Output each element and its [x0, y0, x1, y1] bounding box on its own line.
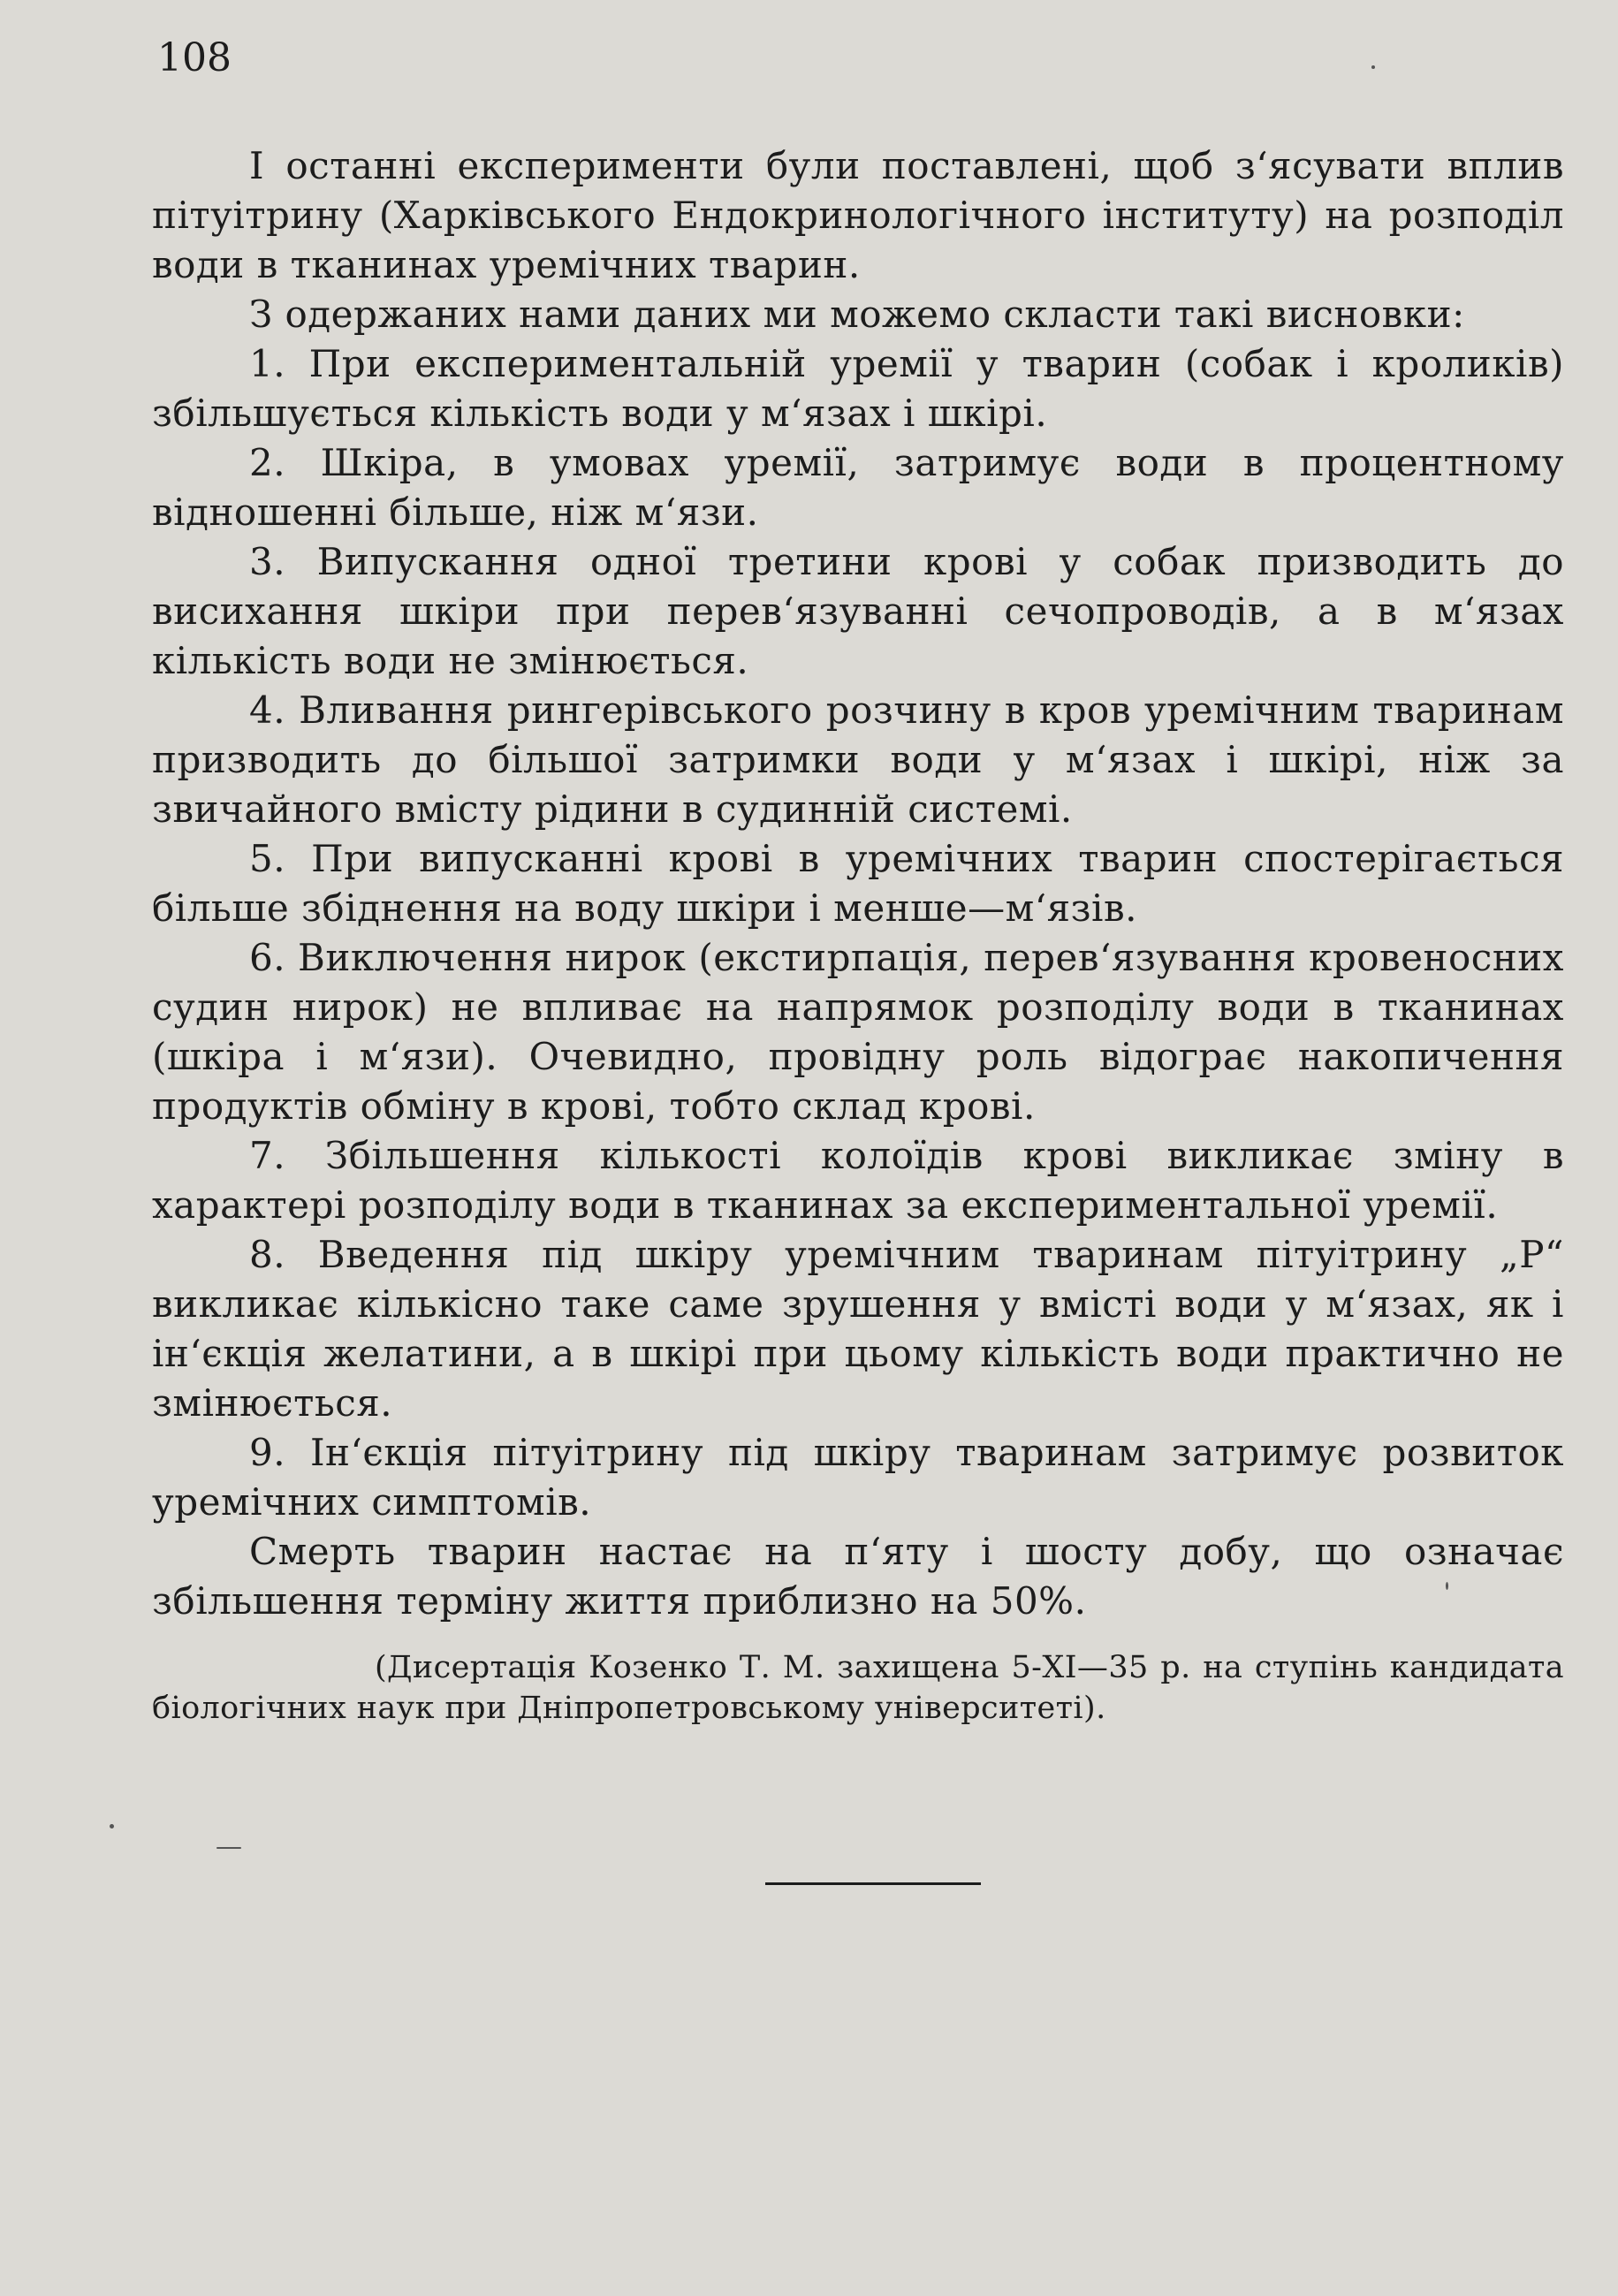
conclusion-item-1: 1. При експериментальній уремії у тварин (собак і кроликів) збільшується кількість води у м‘язах і шкірі.	[152, 342, 1564, 435]
paragraph-closing: Смерть тварин настає на п‘яту і шосту добу, що означає збільшення терміну життя приблизно на 50%.	[152, 1530, 1564, 1623]
body-text	[152, 141, 1564, 1626]
paper-speck	[1446, 1582, 1448, 1590]
conclusion-item-6: 6. Виключення нирок (екстирпація, перев‘язування кровеносних судин нирок) не впливає на напрямок розподілу води в тканинах (шкіра і м‘язи). Очевидно, провідну роль відограє накопичення продуктів обміну в крові, тобто склад крові.	[152, 936, 1564, 1128]
conclusion-item-3: 3. Випускання одної третини крові у собак призводить до висихання шкіри при перев‘язуванні сечопроводів, а в м‘язах кількість води не змінюється.	[152, 540, 1564, 682]
paragraph-conclusions-lead: З одержаних нами даних ми можемо скласти такі висновки:	[249, 293, 1465, 336]
conclusion-item-2: 2. Шкіра, в умовах уремії, затримує води в процентному відношенні більше, ніж м‘язи.	[152, 441, 1564, 534]
paper-speck	[1371, 65, 1375, 69]
conclusion-item-8: 8. Введення під шкіру уремічним тваринам пітуітрину „Р“ викликає кількісно таке саме зрушення у вмісті води у м‘язах, як і ін‘єкція желатини, а в шкірі при цьому кількість води практично не змінюється.	[152, 1233, 1564, 1425]
dissertation-footnote	[152, 1647, 1564, 1729]
conclusion-item-5: 5. При випусканні крові в уремічних тварин спостерігається більше збіднення на воду шкіри і менше—м‘язів.	[152, 837, 1564, 930]
conclusion-item-4: 4. Вливання рингерівського розчину в кров уремічним тваринам призводить до більшої затримки води у м‘язах і шкірі, ніж за звичайного вмісту рідини в судинній системі.	[152, 688, 1564, 831]
paper-speck	[216, 1847, 241, 1849]
end-rule-divider	[765, 1882, 981, 1885]
paper-speck	[110, 1824, 114, 1828]
conclusion-item-7: 7. Збільшення кількості колоїдів крові викликає зміну в характері розподілу води в тканинах за експериментальної уремії.	[152, 1134, 1564, 1227]
page-number: 108	[157, 35, 232, 80]
paragraph-intro: І останні експерименти були поставлені, щоб з‘ясувати вплив пітуітрину (Харківського Ендокринологічного інституту) на розподіл води в тканинах уремічних тварин.	[152, 144, 1564, 286]
conclusion-item-9: 9. Ін‘єкція пітуітрину під шкіру тваринам затримує розвиток уремічних симптомів.	[152, 1431, 1564, 1524]
footnote-text: (Дисертація Козенко Т. М. захищена 5-ХІ—35 р. на ступінь кандидата біологічних наук при Дніпропетровському університеті).	[152, 1650, 1564, 1726]
